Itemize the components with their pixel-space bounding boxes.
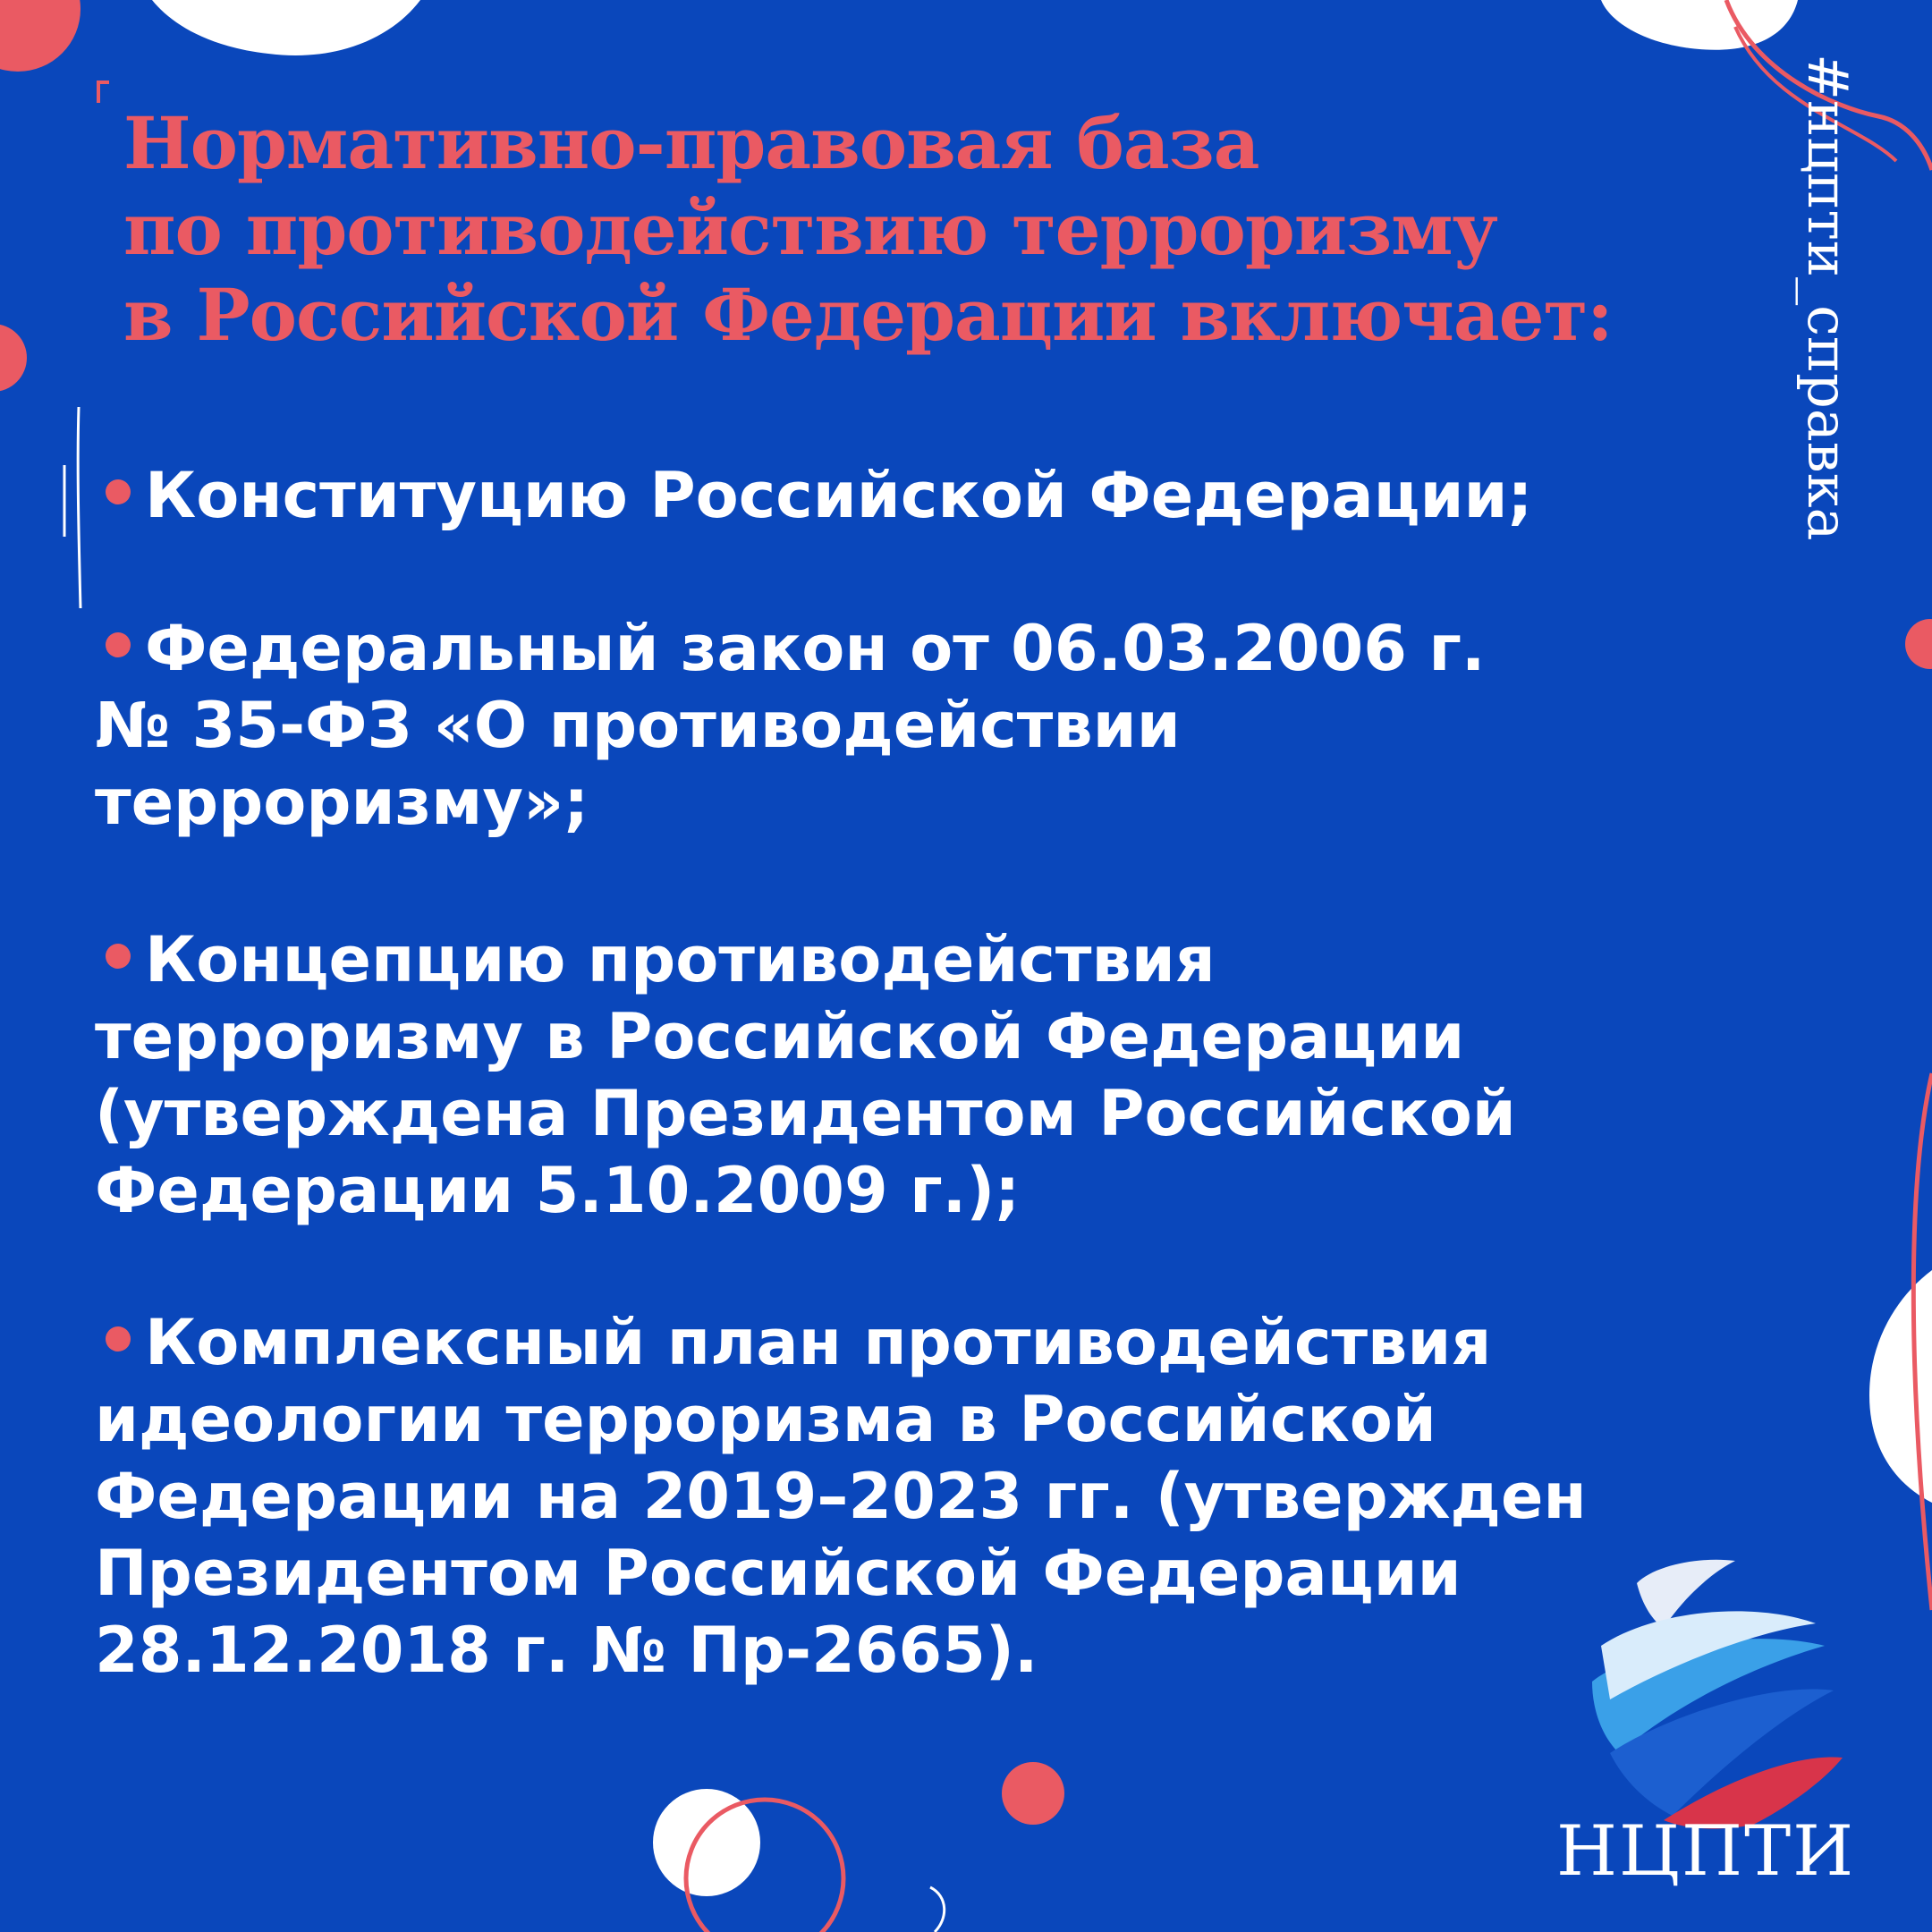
white-scribble [78, 407, 80, 608]
hashtag-label: #нцпти_справка [1795, 54, 1860, 541]
list-item-text: идеологии терроризма в Российской [95, 1383, 1436, 1456]
top-left-red-circle [0, 0, 80, 72]
logo-text: НЦПТИ [1556, 1811, 1856, 1892]
bullet-icon [106, 479, 131, 504]
bullet-icon [106, 632, 131, 657]
list-item-text: Концепцию противодействия [145, 923, 1216, 996]
bottom-white-circle [653, 1789, 760, 1896]
bullet-icon [106, 1326, 131, 1352]
title-line: Нормативно-правовая база [123, 101, 1259, 185]
list-item [95, 610, 1848, 841]
list-item-text: (утверждена Президентом Российской [95, 1077, 1516, 1150]
list-item-text: Федерации 5.10.2009 г.); [95, 1154, 1021, 1227]
bottom-red-dot [1002, 1762, 1064, 1825]
title-bracket [98, 82, 109, 103]
right-red-circle [1905, 619, 1932, 669]
title-line: по противодействию терроризму [123, 187, 1497, 271]
list-item [95, 1304, 1848, 1689]
list-item-text: Федеральный закон от 06.03.2006 г. [145, 612, 1486, 685]
title-line: в Российской Федерации включает: [123, 273, 1613, 357]
left-red-circle [0, 324, 27, 392]
bullet-icon [106, 944, 131, 969]
list-item-text: терроризму в Российской Федерации [95, 1000, 1465, 1073]
top-white-blob [152, 0, 420, 55]
list-item [95, 457, 1848, 534]
list-item-text: Федерации на 2019–2023 гг. (утвержден [95, 1460, 1587, 1533]
list-item-text: Конституцию Российской Федерации; [145, 459, 1533, 532]
list-item-text: терроризму»; [95, 766, 589, 839]
list-item [95, 921, 1848, 1229]
right-white-blob [1869, 1270, 1932, 1503]
list-item-text: Комплексный план противодействия [145, 1306, 1492, 1379]
list-item-text: Президентом Российской Федерации [95, 1537, 1462, 1610]
list-item-text: № 35-ФЗ «О противодействии [95, 689, 1181, 762]
top-right-white-blob [1601, 0, 1798, 50]
list-item-text: 28.12.2018 г. № Пр-2665). [95, 1614, 1038, 1687]
page-title [123, 100, 1613, 358]
white-scribble [930, 1887, 945, 1932]
